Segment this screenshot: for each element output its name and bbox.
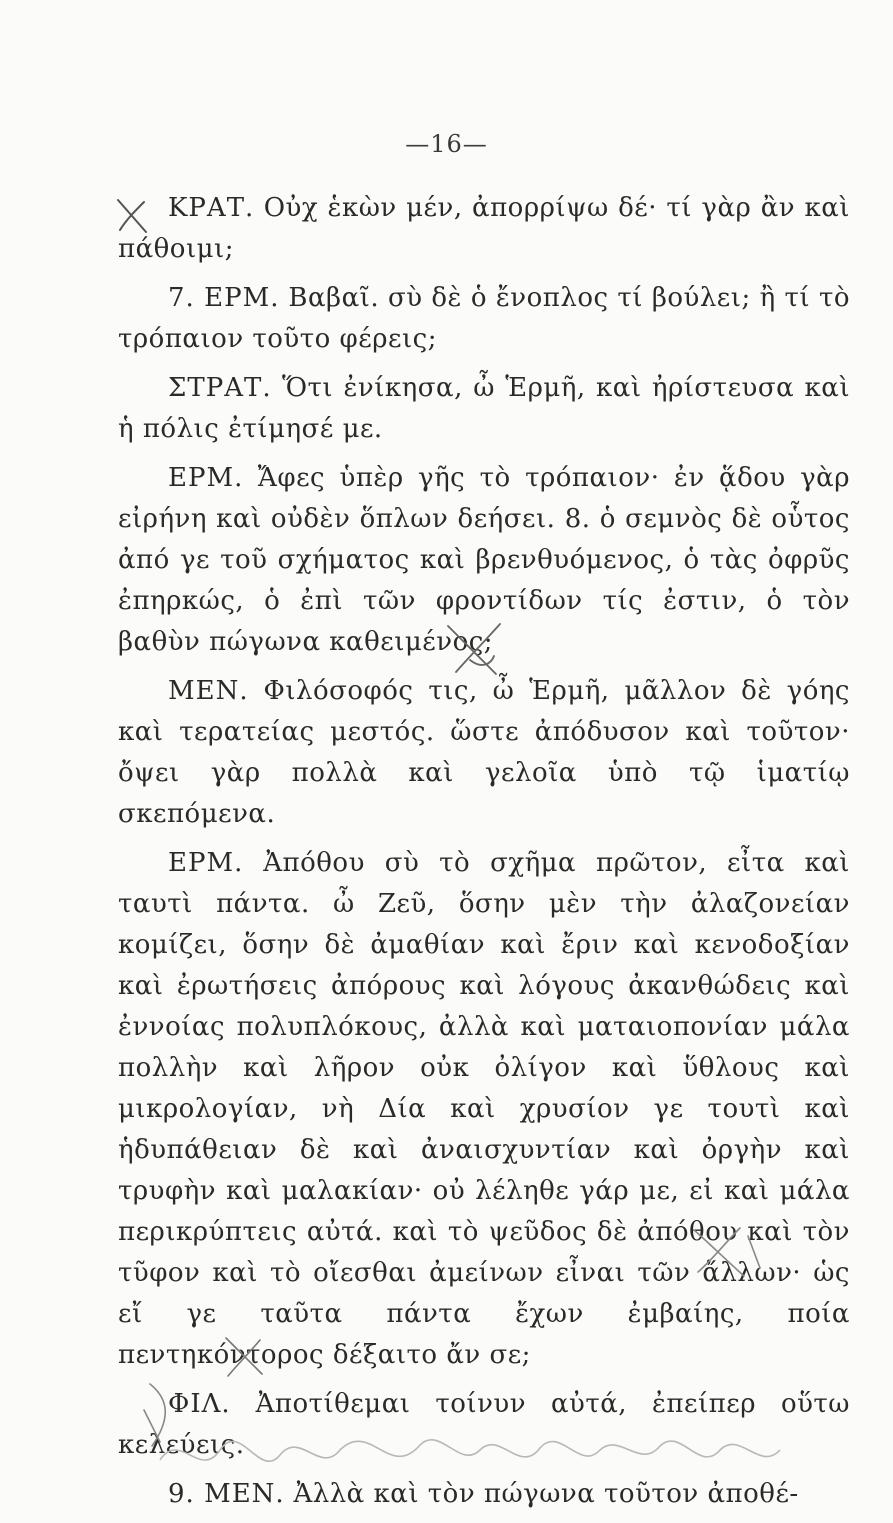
paragraph-3 <box>118 368 850 450</box>
body-text <box>118 188 850 1523</box>
paragraph-8 <box>118 1474 850 1515</box>
speaker-label: ΜΕΝ. <box>168 676 249 706</box>
paragraph-text: Ἀλλὰ καὶ τὸν πώγωνα τοῦτον ἀποθέ- <box>293 1479 799 1509</box>
paragraph-text: Φιλόσοφός τις, ὦ Ἑρμῆ, μᾶλλον δὲ γόης καὶ τερατείας μεστός. ὥστε ἀπόδυσον καὶ τοῦτον· ὄψει γὰρ πολλὰ καὶ γελοῖα ὑπὸ τῷ ἱματίῳ σκεπόμενα. <box>118 676 850 829</box>
paragraph-6 <box>118 843 850 1376</box>
paragraph-7 <box>118 1384 850 1466</box>
speaker-label: ΕΡΜ. <box>168 848 244 878</box>
speaker-label: 7. ΕΡΜ. <box>168 283 280 313</box>
paragraph-text: Ὅτι ἐνίκησα, ὦ Ἑρμῆ, καὶ ἠρίστευσα καὶ ἡ πόλις ἐτίμησέ με. <box>118 373 851 444</box>
paragraph-5 <box>118 671 850 835</box>
speaker-label: 9. ΜΕΝ. <box>168 1479 285 1509</box>
paragraph-2 <box>118 278 850 360</box>
speaker-label: ΣΤΡΑΤ. <box>168 373 272 403</box>
paragraph-1 <box>118 188 850 270</box>
speaker-label: ΦΙΛ. <box>168 1389 231 1419</box>
speaker-label: ΚΡΑΤ. <box>168 193 255 223</box>
page-number: —16— <box>405 130 488 158</box>
paragraph-text: Ἀπόθου σὺ τὸ σχῆμα πρῶτον, εἶτα καὶ ταυτὶ πάντα. ὦ Ζεῦ, ὅσην μὲν τὴν ἀλαζονείαν κομίζει, ὅσην δὲ ἀμαθίαν καὶ ἔριν καὶ κενοδοξίαν καὶ ἐρωτήσεις ἀπόρους καὶ λόγους ἀκανθώδεις καὶ ἐννοίας πολυπλόκους, ἀλλὰ καὶ ματαιοπονίαν μάλα πολλὴν καὶ λῆρον οὐκ ὀλίγον καὶ ὕθλους καὶ μικρολογίαν, νὴ Δία καὶ χρυσίον γε τουτὶ καὶ ἡδυπάθειαν δὲ καὶ ἀναισχυντίαν καὶ ὀργὴν καὶ τρυφὴν καὶ μαλακίαν· οὐ λέληθε γάρ με, εἰ καὶ μάλα περικρύπτεις αὐτά. καὶ τὸ ψεῦδος δὲ ἀπόθου καὶ τὸν τῦφον καὶ τὸ οἴεσθαι ἀμείνων εἶναι τῶν ἄλλων· ὡς εἴ γε ταῦτα πάντα ἔχων ἐμβαίης, ποία πεντηκόντορος δέξαιτο ἄν σε; <box>118 848 850 1370</box>
paragraph-text: Ἄφες ὑπὲρ γῆς τὸ τρόπαιον· ἐν ᾅδου γὰρ εἰρήνη καὶ οὐδὲν ὅπλων δεήσει. 8. ὁ σεμνὸς δὲ οὗτος ἀπό γε τοῦ σχήματος καὶ βρενθυόμενος, ὁ τὰς ὀφρῦς ἐπηρκώς, ὁ ἐπὶ τῶν φροντίδων τίς ἐστιν, ὁ τὸν βαθὺν πώγωνα καθειμένος; <box>118 463 851 657</box>
speaker-label: ΕΡΜ. <box>168 463 244 493</box>
paragraph-text: Ἀποτίθεμαι τοίνυν αὐτά, ἐπείπερ οὕτω κελεύεις. <box>118 1389 850 1460</box>
paragraph-4 <box>118 458 850 663</box>
paragraph-text: Οὐχ ἑκὼν μέν, ἀπορρίψω δέ· τί γὰρ ἂν καὶ πάθοιμι; <box>118 193 850 264</box>
paragraph-text: Βαβαῖ. σὺ δὲ ὁ ἔνοπλος τί βούλει; ἢ τί τὸ τρόπαιον τοῦτο φέρεις; <box>118 283 850 354</box>
